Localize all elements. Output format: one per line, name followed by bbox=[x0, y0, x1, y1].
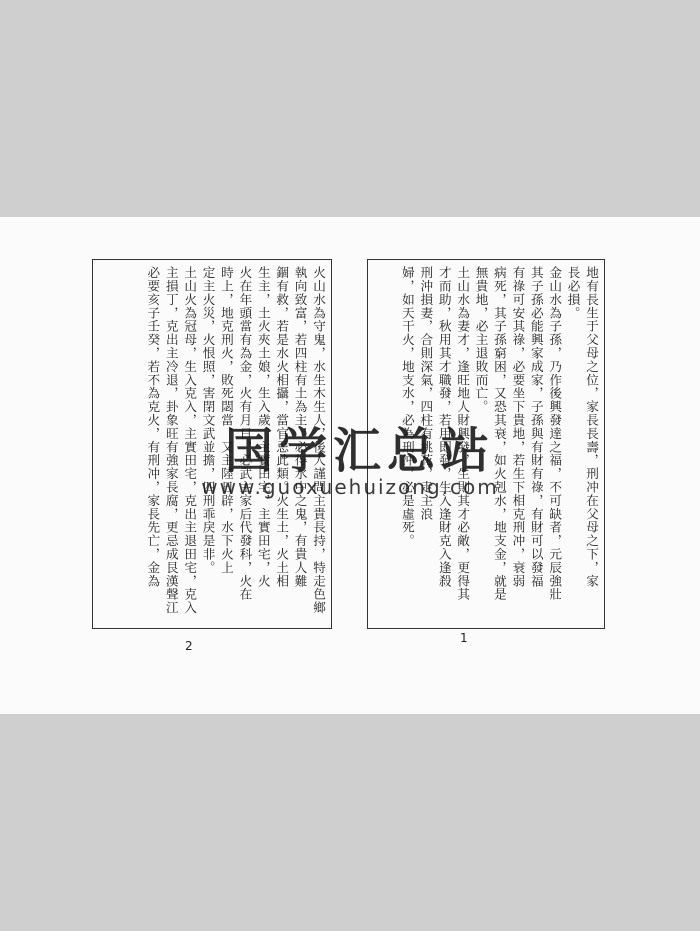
scanned-book-spread bbox=[0, 217, 700, 714]
text-column: 長必損。 bbox=[565, 266, 581, 320]
left-page-text bbox=[143, 266, 327, 622]
text-column: 火在年頭當有為金，火有月日，必武主家后代發科，火在 bbox=[237, 266, 253, 601]
right-page-text bbox=[398, 266, 600, 622]
text-column: 有祿可安其祿，必要坐下貴地，若生下相克刑冲，衰弱 bbox=[510, 266, 526, 588]
left-page bbox=[92, 259, 332, 629]
text-column: 刑沖損妻，合則深氣，四柱有桃花，走主浪 bbox=[418, 266, 434, 521]
left-page-number: 2 bbox=[185, 639, 193, 653]
text-column: 才而助，秋用其才職發，若用即發，生入逢財克入逢殺 bbox=[436, 266, 452, 588]
text-column: 時上，地克刑火，敗死閟當，又主陸日辟，水下火上 bbox=[218, 266, 234, 575]
text-column: 土山水為妻才，逢旺地人財興發，生則其才必敵，更得其 bbox=[455, 266, 471, 601]
text-column: 定主火災，火恨照，害閉文武並擔，四刑乖戾是非。 bbox=[200, 266, 216, 575]
text-column: 土山火為冠母，生入克入，主實田宅，克出主退田宅，克入 bbox=[182, 266, 198, 615]
right-page-number: 1 bbox=[460, 631, 468, 645]
text-column: 金山水為子孫，乃作後興發達之福，不可缺者，元辰強壯 bbox=[547, 266, 563, 601]
text-column: 婦，如天干火，地支水，必為刑沖，必是虛死。 bbox=[399, 266, 415, 548]
text-column: 必要亥子壬癸，若不為克火，有刑冲，家長先亡，金為 bbox=[145, 266, 161, 588]
watermark-title: 国学汇总站 bbox=[224, 423, 495, 479]
text-column: 病死，其子孫窮困，又恐其衰，如火剋水，地支金，就是 bbox=[491, 266, 507, 601]
text-column: 錮有救，若是水火相攝，當官忌此類。火生土，火土相 bbox=[274, 266, 290, 588]
text-column: 地有長生于父母之位，家長長壽，刑冲在父母之下，家 bbox=[584, 266, 599, 588]
text-column: 其子孫必能興家成家，子孫與有財有祿，有財可以發福 bbox=[528, 266, 544, 588]
watermark-url: www.guoxuehuizong.com bbox=[201, 475, 499, 499]
right-page bbox=[367, 259, 605, 629]
text-column: 主損丁，克出主冷退，卦象旺有強家長腐，更忌成艮漢聲江 bbox=[163, 266, 179, 615]
text-column: 無貴地，必主退敗而亡。 bbox=[473, 266, 489, 414]
text-column: 生主，土火夾土娘，生入歲，主實田宅，主實田宅，火 bbox=[255, 266, 271, 588]
text-column: 執向致富，若四柱有土為主，必得水中之鬼，有貴人難 bbox=[292, 266, 308, 588]
text-column: 火山水為守鬼，水生木生人，後人謹問主貴長持，特走色鄉 bbox=[311, 266, 326, 615]
